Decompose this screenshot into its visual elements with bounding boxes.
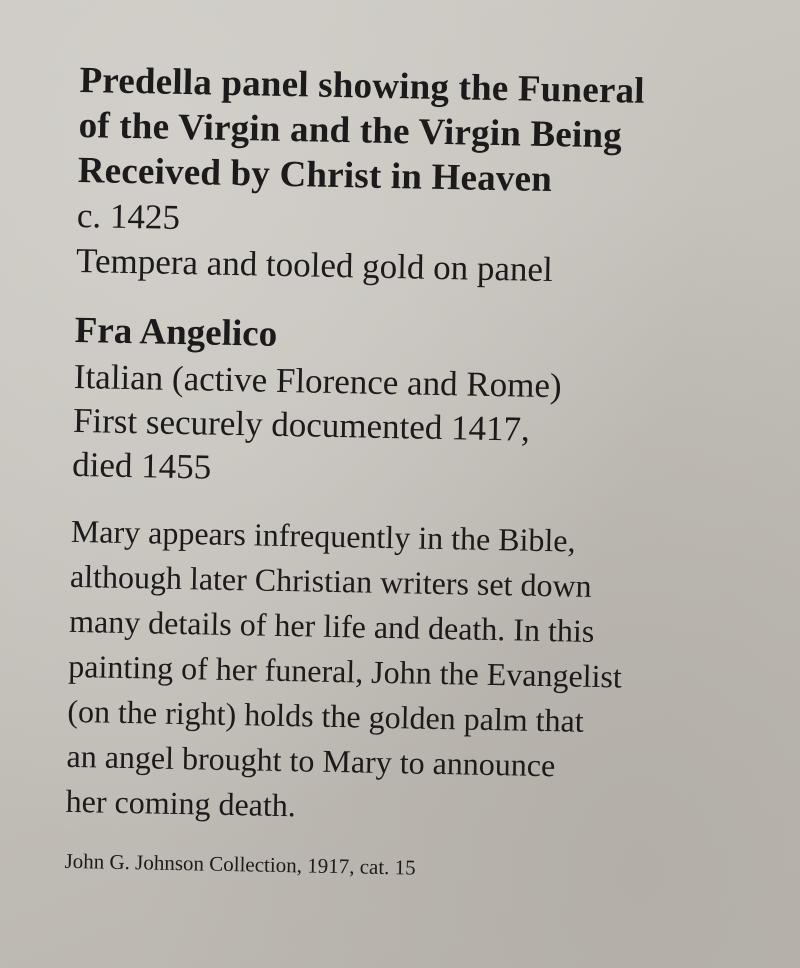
artist-info-line: Italian (active Florence and Rome) [73,356,563,406]
artist-info-line: died 1455 [71,444,212,487]
description-line: Mary appears infrequently in the Bible, [70,512,576,559]
artist-name: Fra Angelico [74,309,278,355]
artwork-title-line: Received by Christ in Heaven [77,149,553,201]
description-line: painting of her funeral, John the Evangelist [67,647,623,695]
artwork-date: c. 1425 [76,195,181,237]
artwork-medium: Tempera and tooled gold on panel [75,240,554,290]
artwork-details [76,193,758,296]
artwork-title-line: Predella panel showing the Funeral [79,59,646,112]
label-text-block [64,58,760,889]
credit-line: John G. Johnson Collection, 1917, cat. 15 [64,848,416,880]
description-paragraph [65,509,751,837]
description-line: (on the right) holds the golden palm that [67,692,585,739]
description-line: although later Christian writers set down [69,557,592,604]
description-line: her coming death. [65,782,297,824]
description-line: many details of her life and death. In this [68,602,595,649]
artwork-title [77,58,759,206]
artist-info-line: First securely documented 1417, [72,400,531,449]
description-line: an angel brought to Mary to announce [66,737,556,784]
artist-info [72,355,754,500]
artwork-title-line: of the Virgin and the Virgin Being [78,104,623,157]
